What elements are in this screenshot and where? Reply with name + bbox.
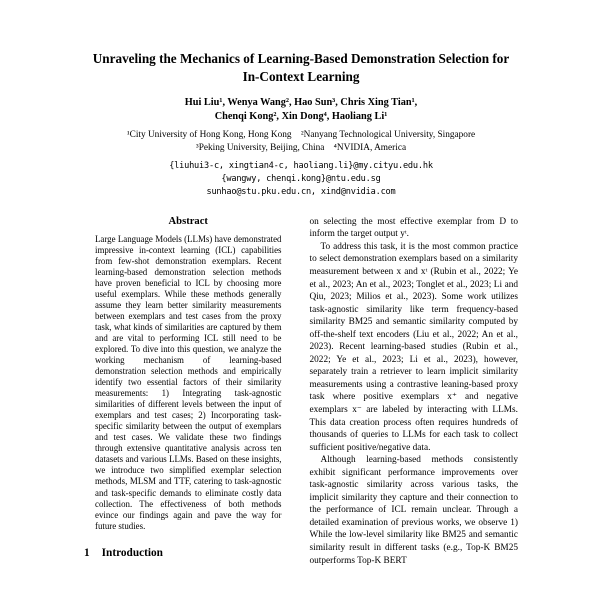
intro-paragraph-continuation: on selecting the most effective exemplar from D to inform the target output yᵗ. — [309, 216, 518, 240]
left-column — [84, 216, 293, 567]
abstract-heading: Abstract — [168, 215, 208, 227]
right-column — [310, 216, 519, 567]
email-line-1: {liuhui3-c, xingtian4-c, haoliang.li}@my.cityu.edu.hk — [169, 161, 433, 172]
affiliation-list — [84, 129, 518, 155]
section-number: 1 — [84, 546, 90, 559]
intro-paragraph-3: Although learning-based methods consistently exhibit significant performance improvements over task-agnostic similarity across various tasks, the implicit similarity they capture and their connection to the performance of ICL remain unclear. Through a detailed examination of previous works, we observe 1) While the low-level similarity like BM25 and semantic similarity result in different tasks (e.g., Top-K BM25 outperforms Top-K BERT — [309, 455, 518, 566]
abstract-text: Large Language Models (LLMs) have demonstrated impressive in-context learning (ICL) capabilities from few-shot demonstration exemplars. Recent learning-based demonstration selection methods have proven beneficial to ICL by choosing more useful exemplars. While these methods generally assume they learn better similarity measurements between exemplars and test cases from the proxy task, what kinds of similarities are captured by them and are vital to performing ICL still need to be explored. To dive into this question, we analyze the working mechanism of learning-based demonstration selection methods and empirically identify two essential factors of their similarity measurements: 1) Integrating task-agnostic similarities of different levels between the input of exemplars and test cases; 2) Incorporating task-specific similarity between the output of exemplars and test cases. We validate these two findings through extensive quantitative analysis across ten datasets and various LLMs. Based on these insights, we introduce two simplified exemplar selection methods, MLSM and TTF, catering to task-agnostic and task-specific demands to eliminate costly data collection. The effectiveness of both methods evince our findings again and pave the way for future studies. — [95, 233, 282, 531]
email-line-3: sunhao@stu.pku.edu.cn, xind@nvidia.com — [206, 186, 396, 197]
email-line-2: {wangwy, chenqi.kong}@ntu.edu.sg — [221, 174, 381, 185]
paper-title: Unraveling the Mechanics of Learning-Based Demonstration Selection for In-Context Learning — [92, 51, 510, 85]
section-heading-introduction — [84, 547, 293, 559]
author-list — [84, 96, 518, 124]
authors-line-2: Chenqi Kong², Xin Dong⁴, Haoliang Li¹ — [214, 110, 388, 122]
two-column-layout — [84, 216, 518, 567]
abstract-section — [84, 216, 293, 532]
intro-paragraph-2: To address this task, it is the most common practice to select demonstration exemplars based on a similarity measurement between x and xᵗ (Rubin et al., 2022; Ye et al., 2023; An et al., 2023; Tonglet et al., 2023; Li and Qiu, 2023; Milios et al., 2023). Some work utilizes task-agnostic similarity like term frequency-based similarity BM25 and semantic similarity computed by off-the-shelf text encoders (Liu et al., 2022; An et al., 2023). Recent learning-based studies (Rubin et al., 2022; Ye et al., 2023; Li et al., 2023), however, separately train a retriever to learn implicit similarity measurements using a contrastive leaning-based proxy task where positive exemplars x⁺ and negative exemplars x⁻ are labeled by interacting with LLMs. This data creation process often requires hundreds of thousands of queries to LLMs for each task to collect sufficient positive/negative data. — [309, 241, 518, 453]
email-list — [84, 160, 518, 199]
affiliations-line-1: ¹City University of Hong Kong, Hong Kong ²Nanyang Technological University, Singapore — [126, 129, 476, 140]
authors-line-1: Hui Liu¹, Wenya Wang², Hao Sun³, Chris Xing Tian¹, — [184, 96, 418, 108]
affiliations-line-2: ³Peking University, Beijing, China ⁴NVIDIA, America — [195, 142, 407, 153]
section-title: Introduction — [101, 546, 163, 559]
